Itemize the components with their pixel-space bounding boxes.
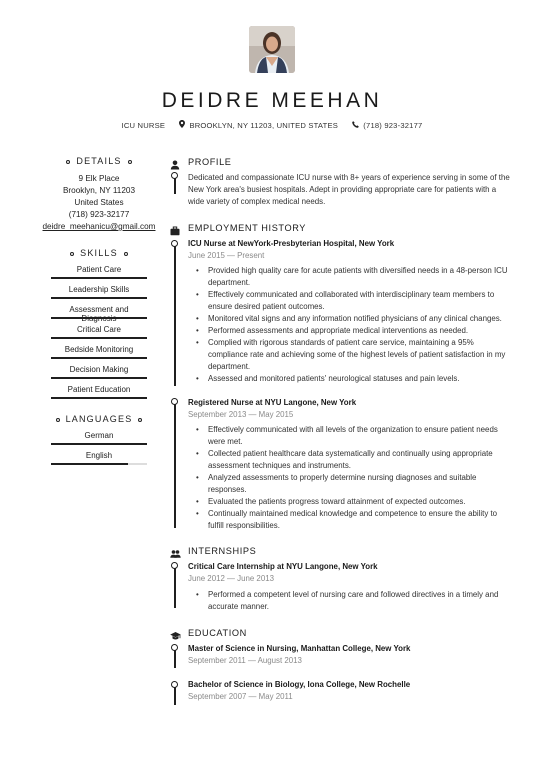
- phone-icon: [352, 121, 359, 130]
- skill-label: Decision Making: [69, 365, 129, 374]
- skill-label: Bedside Monitoring: [64, 345, 134, 354]
- list-item: • Provided high quality care for acute patients with diversified needs in a 48-person ICU department.: [196, 265, 512, 289]
- internships-heading: INTERNSHIPS: [188, 546, 257, 556]
- list-item: • Performed a competent level of nursing care and followed directives in a timely and accurate manner.: [196, 589, 512, 613]
- job-dates: June 2015 — Present: [188, 251, 265, 260]
- email-link[interactable]: deidre_meehanicu@gmail.com: [42, 222, 156, 231]
- candidate-name: DEIDRE MEEHAN: [161, 89, 383, 112]
- internship-title: Critical Care Internship at NYU Langone, New York: [188, 562, 378, 571]
- degree-dates: September 2007 — May 2011: [188, 692, 293, 701]
- skill-level-bar: [51, 337, 147, 339]
- timeline-line: [174, 244, 176, 386]
- skill-level-bar: [51, 297, 147, 299]
- group-icon: [170, 546, 180, 556]
- list-item: • Effectively communicated with all levels of the organization to ensure patient needs were met.: [196, 424, 512, 448]
- skill-label: Patient Education: [67, 385, 131, 394]
- internship-dates: June 2012 — June 2013: [188, 574, 274, 583]
- timeline-dot: [171, 172, 178, 179]
- list-item: • Effectively communicated and collaborated with interdisciplinary team members to ensure desired patient outcomes.: [196, 289, 512, 313]
- language-level-bar: [51, 463, 128, 465]
- address-line2: Brooklyn, NY 11203: [62, 186, 136, 195]
- language-level-bar: [51, 443, 147, 445]
- skills-heading: SKILLS: [40, 248, 158, 258]
- timeline-line: [174, 685, 176, 705]
- language-label: English: [85, 451, 113, 460]
- language-label: German: [84, 431, 114, 440]
- timeline-line: [174, 566, 176, 608]
- list-item: • Monitored vital signs and any information notified physicians of any clinical changes.: [196, 313, 512, 325]
- skill-label: Assessment and: [69, 305, 129, 314]
- education-heading: EDUCATION: [188, 628, 247, 638]
- profile-summary: Dedicated and compassionate ICU nurse with 8+ years of experience serving in some of the New York area's busiest hospitals. Adept in providing appropriate care for patients with a wide variety of complex medical needs.: [188, 173, 510, 206]
- phone: [348, 121, 422, 130]
- list-item: • Continually maintained medical knowledge and competence to ensure the ability to fulfill responsibilities.: [196, 508, 512, 532]
- languages-heading: LANGUAGES: [40, 414, 158, 424]
- job-bullets: [196, 265, 512, 385]
- contact-line: [0, 120, 544, 130]
- job-title: ICU Nurse at NewYork-Presbyterian Hospital, New York: [188, 239, 395, 248]
- timeline-line: [174, 648, 176, 668]
- list-item: • Evaluated the patients progress toward attainment of expected outcomes.: [196, 496, 512, 508]
- list-item: • Complied with rigorous standards of patient care service, maintaining a 95% compliance rate and achieving some of the highest levels of patient satisfaction in my department.: [196, 337, 512, 373]
- skill-label: Patient Care: [76, 265, 122, 274]
- timeline-dot: [171, 681, 178, 688]
- skill-label: Critical Care: [76, 325, 121, 334]
- job-bullets: [196, 424, 512, 532]
- internship-bullets: [196, 589, 512, 613]
- degree-title: Bachelor of Science in Biology, Iona College, New Rochelle: [188, 680, 411, 689]
- map-pin-icon: [179, 120, 185, 130]
- timeline-dot: [171, 644, 178, 651]
- timeline-dot: [171, 240, 178, 247]
- graduation-cap-icon: [170, 628, 180, 638]
- skill-level-bar: [51, 277, 147, 279]
- list-item: • Assessed and monitored patients' neurological statuses and pain levels.: [196, 373, 512, 385]
- timeline-line: [174, 402, 176, 528]
- skill-level-bar: [51, 397, 147, 399]
- skill-level-bar: [51, 377, 147, 379]
- employment-heading: EMPLOYMENT HISTORY: [188, 223, 307, 233]
- skill-level-bar: [51, 357, 147, 359]
- profile-heading: PROFILE: [188, 157, 232, 167]
- location: [175, 120, 338, 130]
- profile-photo: [249, 26, 295, 73]
- country: United States: [74, 198, 124, 207]
- job-title: Registered Nurse at NYU Langone, New York: [188, 398, 357, 407]
- phone-text: (718) 923-32177: [363, 121, 423, 130]
- degree-title: Master of Science in Nursing, Manhattan College, New York: [188, 644, 411, 653]
- job-dates: September 2013 — May 2015: [188, 410, 294, 419]
- skill-label: Leadership Skills: [68, 285, 130, 294]
- list-item: • Analyzed assessments to properly determine nursing diagnoses and suitable responses.: [196, 472, 512, 496]
- skill-level-bar: [51, 317, 147, 319]
- timeline-dot: [171, 398, 178, 405]
- timeline-dot: [171, 562, 178, 569]
- location-text: BROOKLYN, NY 11203, UNITED STATES: [189, 121, 338, 130]
- details-heading: DETAILS: [40, 156, 158, 166]
- list-item: • Performed assessments and appropriate medical interventions as needed.: [196, 325, 512, 337]
- degree-dates: September 2011 — August 2013: [188, 656, 302, 665]
- person-icon: [170, 157, 180, 167]
- details-phone: (718) 923-32177: [68, 210, 130, 219]
- list-item: • Collected patient healthcare data systematically and continually using appropriate assessment techniques and instruments.: [196, 448, 512, 472]
- job-title: ICU NURSE: [121, 121, 166, 130]
- address-line1: 9 Elk Place: [78, 174, 120, 183]
- briefcase-icon: [170, 223, 180, 233]
